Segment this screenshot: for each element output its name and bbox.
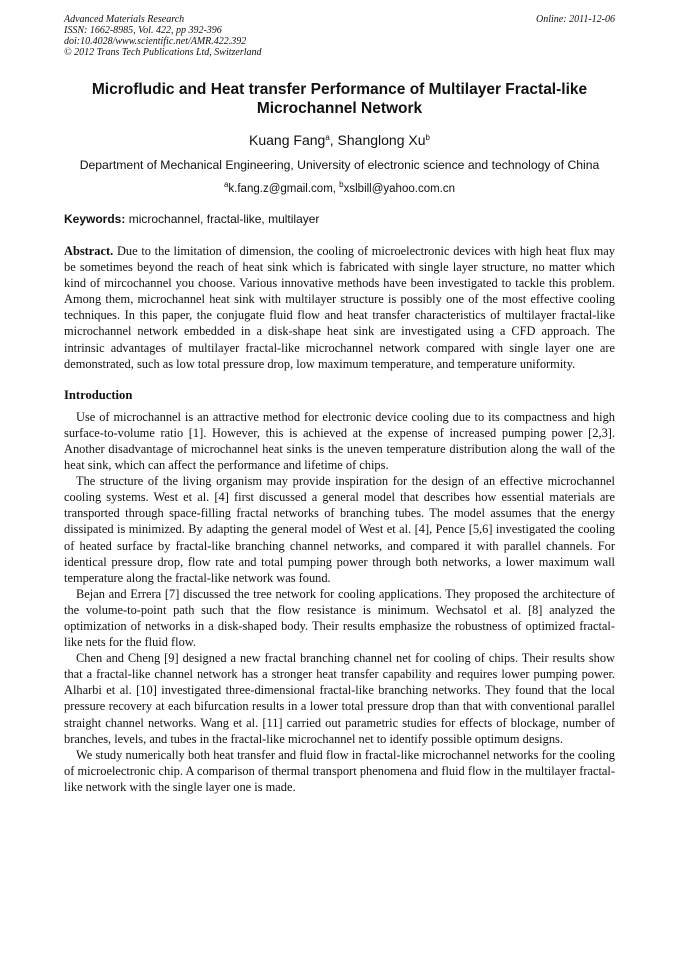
- email-separator: ,: [332, 183, 340, 195]
- author-1: Kuang Fang: [249, 132, 326, 148]
- email-1-superscript: a: [223, 180, 229, 189]
- email-line: [64, 181, 615, 197]
- keywords: [64, 211, 615, 227]
- author-2-superscript: b: [425, 133, 430, 142]
- keywords-label: Keywords:: [64, 212, 126, 226]
- intro-paragraph-4: Chen and Cheng [9] designed a new fractal branching channel net for cooling of chips. Their results show that a fractal-like channel network has a stronger heat transfer capability and requires lower pumping power. Alharbi et al. [10] investigated three-dimensional fractal-like branching networks. They found that the local pressure recovery at each bifurcation results in a lower total pressure drop than that with conventional parallel straight channel networks. Wang et al. [11] carried out parametric studies for effects of blockage, number of branches, levels, and tubes in the fractal-like microchannel net to identify possible optimum designs.: [64, 651, 615, 746]
- author-line: [64, 131, 615, 149]
- abstract: [64, 243, 615, 372]
- email-2: xslbill@yahoo.com.cn: [343, 183, 456, 195]
- intro-paragraph-3: Bejan and Errera [7] discussed the tree network for cooling applications. They proposed the architecture of the volume-to-point path such that the flow resistance is minimum. Wechsatol et al. [8] analyzed the optimization of networks in a disk-shaped body. Their results emphasize the robustness of optimized fractal-like nets for the fluid flow.: [64, 586, 615, 650]
- email-2-superscript: b: [339, 180, 344, 189]
- keywords-text: microchannel, fractal-like, multilayer: [125, 212, 320, 226]
- intro-paragraph-5: We study numerically both heat transfer and fluid flow in fractal-like microchannel networks for the cooling of microelectronic chip. A comparison of thermal transport phenomena and fluid flow in the multilayer fractal-like network with the single layer one is made.: [64, 747, 615, 794]
- abstract-label: Abstract.: [64, 244, 114, 258]
- intro-paragraph-2: The structure of the living organism may provide inspiration for the design of an effective microchannel cooling systems. West et al. [4] first discussed a general model that describes how essential materials are transported through space-filling fractal networks of branching tubes. The model assumes that the energy dissipated is minimized. By adapting the general model of West et al. [4], Pence [5,6] investigated the cooling of heated surface by fractal-like branching channel networks, and compared it with parallel channels. For identical pressure drop, flow rate and total pumping power through both networks, a lower maximum wall temperature along the fractal-like network was found.: [64, 474, 615, 585]
- author-separator: ,: [329, 132, 338, 148]
- issn-line: ISSN: 1662-8985, Vol. 422, pp 392-396: [64, 25, 222, 36]
- email-1: k.fang.z@gmail.com: [228, 183, 333, 195]
- author-1-superscript: a: [325, 133, 330, 142]
- copyright-line: © 2012 Trans Tech Publications Ltd, Switzerland: [64, 47, 262, 58]
- intro-paragraph-1: Use of microchannel is an attractive method for electronic device cooling due to its compactness and high surface-to-volume ratio [1]. However, this is achieved at the expense of increased pumping power [2,3]. Another disadvantage of microchannel heat sinks is the uneven temperature distribution along the wall of the heat sink, which can affect the performance and lifetime of chips.: [64, 409, 615, 473]
- abstract-text: Due to the limitation of dimension, the cooling of microelectronic devices with high heat flux may be sometimes beyond the reach of heat sink which is fabricated with single layer structure, no matter which kind of mircochannel you choose. Various innovative methods have been investigated to tackle this problem. Among them, microchannel heat sink with multilayer structure is possibly one of the most effective cooling techniques. In this paper, the conjugate fluid flow and heat transfer characteristics of multilayer fractal-like microchannel network embedded in a disk-shape heat sink are investigated using a CFD approach. The intrinsic advantages of multilayer fractal-like microchannel network compared with single layer one are demonstrated, such as low total pressure drop, low maximum temperature, and temperature uniformity.: [64, 244, 615, 371]
- journal-header: [64, 14, 615, 58]
- author-2: Shanglong Xu: [337, 132, 426, 148]
- affiliation: Department of Mechanical Engineering, University of electronic science and technology of China: [79, 158, 600, 172]
- paper-title: Microfludic and Heat transfer Performance of Multilayer Fractal-like Microchannel Network: [91, 81, 588, 117]
- paper-page: [64, 14, 615, 795]
- section-heading-introduction: Introduction: [64, 387, 133, 402]
- online-date: Online: 2011-12-06: [536, 14, 615, 25]
- doi-line: doi:10.4028/www.scientific.net/AMR.422.392: [64, 36, 247, 47]
- journal-name: Advanced Materials Research: [64, 14, 185, 25]
